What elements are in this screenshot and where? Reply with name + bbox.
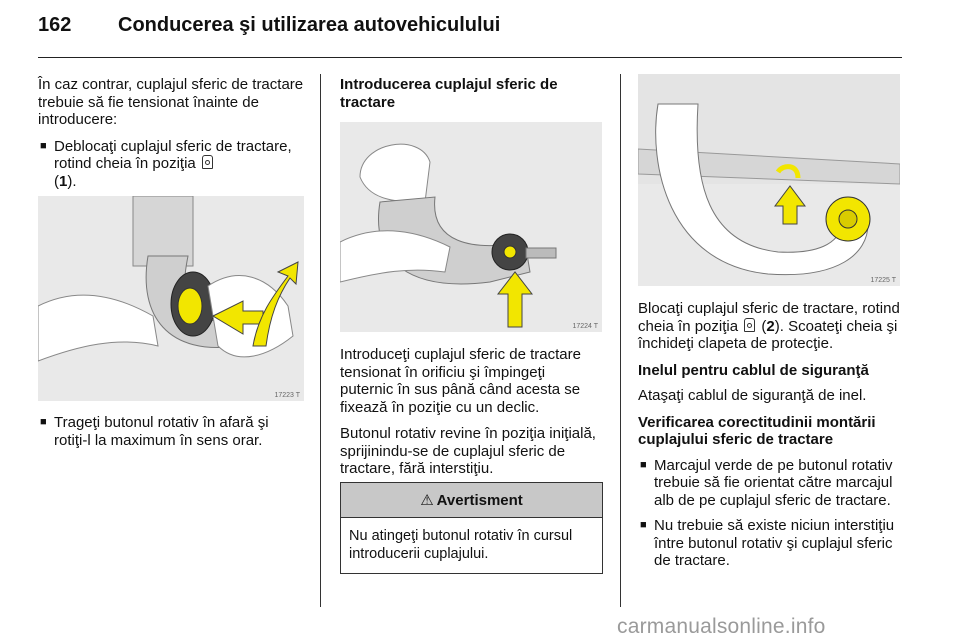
bullet-text: Trageţi butonul rotativ în afară şi rotiţi-l la maximum în sens orar. [54,414,269,449]
paragraph: Ataşaţi cablul de siguranţă de inel. [638,387,867,404]
illustration-insert-ball-coupling [340,122,602,332]
warning-box [340,482,603,574]
figure-code: 17225 T [870,277,896,284]
paragraph: Blocaţi cuplajul sferic de tractare, rotind cheia în poziţia (2). Scoateţi cheia şi închideţi clapeta de protecţie. [638,300,900,352]
warning-title: Avertisment [436,491,523,509]
bullet-icon: ■ [640,458,647,471]
figure-ref: 1 [59,172,68,190]
paragraph: Butonul rotativ revine în poziţia iniţială, sprijinindu-se de cuplajul sferic de tractare, fără interstiţiu. [340,425,596,477]
watermark: carmanualsonline.info [617,615,826,638]
list-item [638,517,906,570]
chapter-title: Conducerea şi utilizarea autovehiculului [118,14,501,36]
column-2 [340,76,602,119]
warning-text: Nu atingeţi butonul rotativ în cursul introducerii cuplajului. [349,528,573,562]
bullet-icon: ■ [40,139,47,152]
list-item [38,414,306,449]
bullet-text: Deblocaţi cuplajul sferic de tractare, rotind cheia în poziţia [54,137,292,172]
figure-code: 17224 T [572,323,598,330]
section-heading: Inelul pentru cablul de siguranţă [638,361,869,379]
column-3-text [638,300,906,578]
section-heading: Introducerea cuplajul sferic de tractare [340,76,558,111]
warning-icon: ⚠ [420,492,434,509]
intro-text: În caz contrar, cuplajul sferic de tractare trebuie să fie tensionat înainte de introducere: [38,76,304,128]
header-divider [38,57,902,58]
figure-ref: 2 [766,317,775,335]
warning-header [341,483,602,518]
bullet-icon: ■ [640,519,647,531]
column-2-text [340,346,602,487]
bullet-text: Marcajul verde de pe butonul rotativ trebuie să fie orientat către marcajul alb de pe cuplajul sferic de tractare. [654,456,893,509]
list-item: ■ Deblocaţi cuplajul sferic de tractare, rotind cheia în poziţia (1). [40,137,292,190]
bullet-icon: ■ [40,416,47,428]
column-divider-1 [320,74,321,607]
unlock-key-icon [202,155,213,169]
page-number: 162 [38,14,72,36]
column-1 [38,76,306,198]
page-header [38,14,920,46]
lock-key-icon [744,318,755,332]
section-heading: Verificarea corectitudinii montării cuplajului sferic de tractare [638,413,876,448]
list-item [638,457,906,510]
illustration-unlock-ball-coupling [38,196,304,401]
column-1-lower [38,414,306,457]
paragraph: Introduceţi cuplajul sferic de tractare tensionat în orificiu şi împingeţi puternic în sus până când acesta se fixează în poziţie cu un declic. [340,346,581,416]
column-divider-2 [620,74,621,607]
illustration-lock-ball-coupling [638,74,900,286]
figure-code: 17223 T [274,392,300,399]
bullet-text: Nu trebuie să existe niciun interstiţiu între butonul rotativ şi cuplajul sferic de tractare. [654,517,895,569]
